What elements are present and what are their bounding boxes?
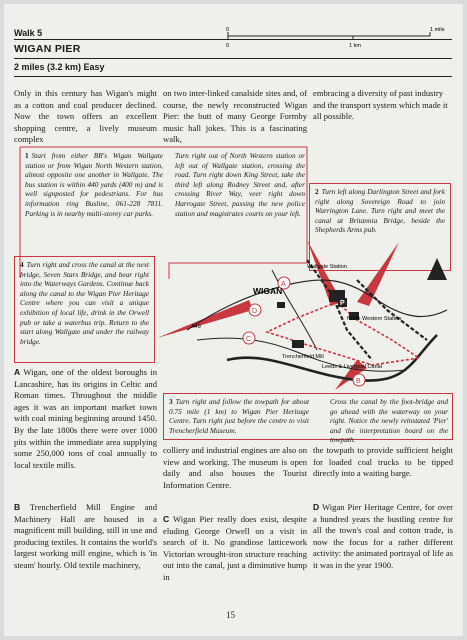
step-1-continued: Turn right out of North Western station or left out of Wallgate station, crossing the road. Turn right down King Street, take the third left along Rodney Street and, after crossing River Way, veer right down Harrogate Street, passing the new police station and magistrates courts on your left. [175,151,305,218]
parking-label: P [340,300,345,307]
note-b [14,502,157,572]
building-block [277,302,285,308]
step-3-text: Turn right and follow the towpath for about 0.75 mile (1 km) to Wigan Pier Heritage Centre. Turn right just before the centre to visit Trencherfield Museum. [169,397,309,435]
step-3-continued: Cross the canal by the foot-bridge and go ahead with the waterway on your right. Notice the newly reinstated 'Pier' and the interpretation board on the towpath. [330,397,448,445]
step-3-number: 3 [169,397,173,406]
note-d-text: Wigan Pier Heritage Centre, for over a hundred years the bustling centre for all the town's coal and cotton trade, is now the focus for a rather different activity: the animated portrayal of life as it was in the year 1900. [313,502,453,570]
page-number: 15 [226,610,235,620]
step-4-number: 4 [20,260,24,269]
header-rule-middle [14,58,452,59]
walk-distance: 2 miles (3.2 km) Easy [14,62,105,72]
step-1-number: 1 [25,151,29,160]
map-trencherfield-label: Trencherfield Mill [282,354,324,360]
intro-column-1: Only in this century has Wigan's might as a cotton and coal producer declined. Now the town offers an excellent shopping centre, a lively museum complex [14,88,157,145]
note-d-lead: D [313,502,320,512]
map-road-label: A49 [191,324,201,330]
intro-column-3: embracing a diversity of past industry and the transport system which made it all possible. [313,88,448,122]
map-wallgate-label: Wallgate Station [307,264,347,270]
railway-line-2 [357,280,427,340]
map-northwestern-label: North Western Station [347,316,402,322]
pointer-step-2 [357,242,399,306]
page-title: WIGAN PIER [14,43,81,55]
map-town-label: WIGAN [253,286,283,296]
note-a-text: Wigan, one of the oldest boroughs in Lancashire, has its origins in Celtic and Roman times. Throughout the middle ages it was an important market town with coal mining beginning around 1450. By the late 1800s there were over 1000 pits within the immediate area supplying some 250,000 tons of coal annually to local textile mills. [14,367,157,470]
marker-a-label: A [281,281,286,288]
note-b-continued: colliery and industrial engines are also on view and working. The museum is open daily and also houses the Tourist Information Centre. [163,445,307,490]
header-rule-bottom [14,76,452,77]
walk-number: Walk 5 [14,28,43,38]
marker-d-label: D [252,308,258,315]
marker-b-label: B [356,378,361,385]
marker-c-label: C [246,336,252,343]
scale-zero-top: 0 [226,27,230,33]
scale-mile-label: 1 mile [430,27,445,33]
scale-zero-bottom: 0 [226,43,230,49]
canal [227,335,437,381]
note-c-continued: the towpath to provide sufficient height for loaded coal trucks to be tipped directly into a waiting barge. [313,445,453,479]
mill-block [292,340,304,348]
note-c-lead: C [163,514,170,524]
intro-column-2: on two inter-linked canalside sites and, of course, the newly reconstructed Wigan Pier: the butt of many George Formby music hall jokes. This is a fascinating walk, [163,88,307,145]
scale-km-label: 1 km [349,43,361,49]
north-arrow-icon [427,258,447,280]
step-4-text: Turn right and cross the canal at the next bridge, Seven Stars Bridge, and bear right into the Waterways Gardens. Continue back along the canal to the Wigan Pier Heritage Centre where you can visit a unique exhibition of local life, drink in the Orwell pub or take a waterbus trip. Return to the start along Wallgate and under the railway bridge. [20,260,149,346]
map-canal-label: Leeds & Liverpool Canal [322,364,382,370]
direction-step-4 [14,256,155,363]
note-c [163,514,307,584]
note-b-lead: B [14,502,21,512]
note-a-lead: A [14,367,21,377]
step-2-text: Turn left along Darlington Street and fork right along Sovereign Road to join Warrington Lane. Turn right and meet the canal at Britannia Bridge, beside the Shepherds Arms pub. [315,187,445,235]
direction-step-3 [163,393,453,445]
route-map [157,240,453,390]
note-a [14,367,157,471]
step-1-text: Start from either BR's Wigan Wallgate station or from Wigan North Western station, almost opposite one another in Wallgate. The bus station is within 440 yards (400 m) and is well signposted for pedestrians. For bus information ring Busline, 061-228 7811. Parking is in nearby multi-storey car parks. [25,151,163,218]
note-c-text: Wigan Pier really does exist, despite eluding George Orwell on a visit in search of it. No grandiose latticework Victorian wrought-iron structure reaching out into the canal, just a diminutive hump in [163,514,307,582]
note-d [313,502,453,572]
note-b-text: Trencherfield Mill Engine and Machinery Hall are housed in a magnificent mill building, still in use and producing textiles. It contains the world's largest working mill engine, which is 'in steam' hourly. Old textile machinery, [14,502,157,570]
step-2-number: 2 [315,187,319,196]
road-main [187,280,447,330]
scale-bar [225,24,450,52]
